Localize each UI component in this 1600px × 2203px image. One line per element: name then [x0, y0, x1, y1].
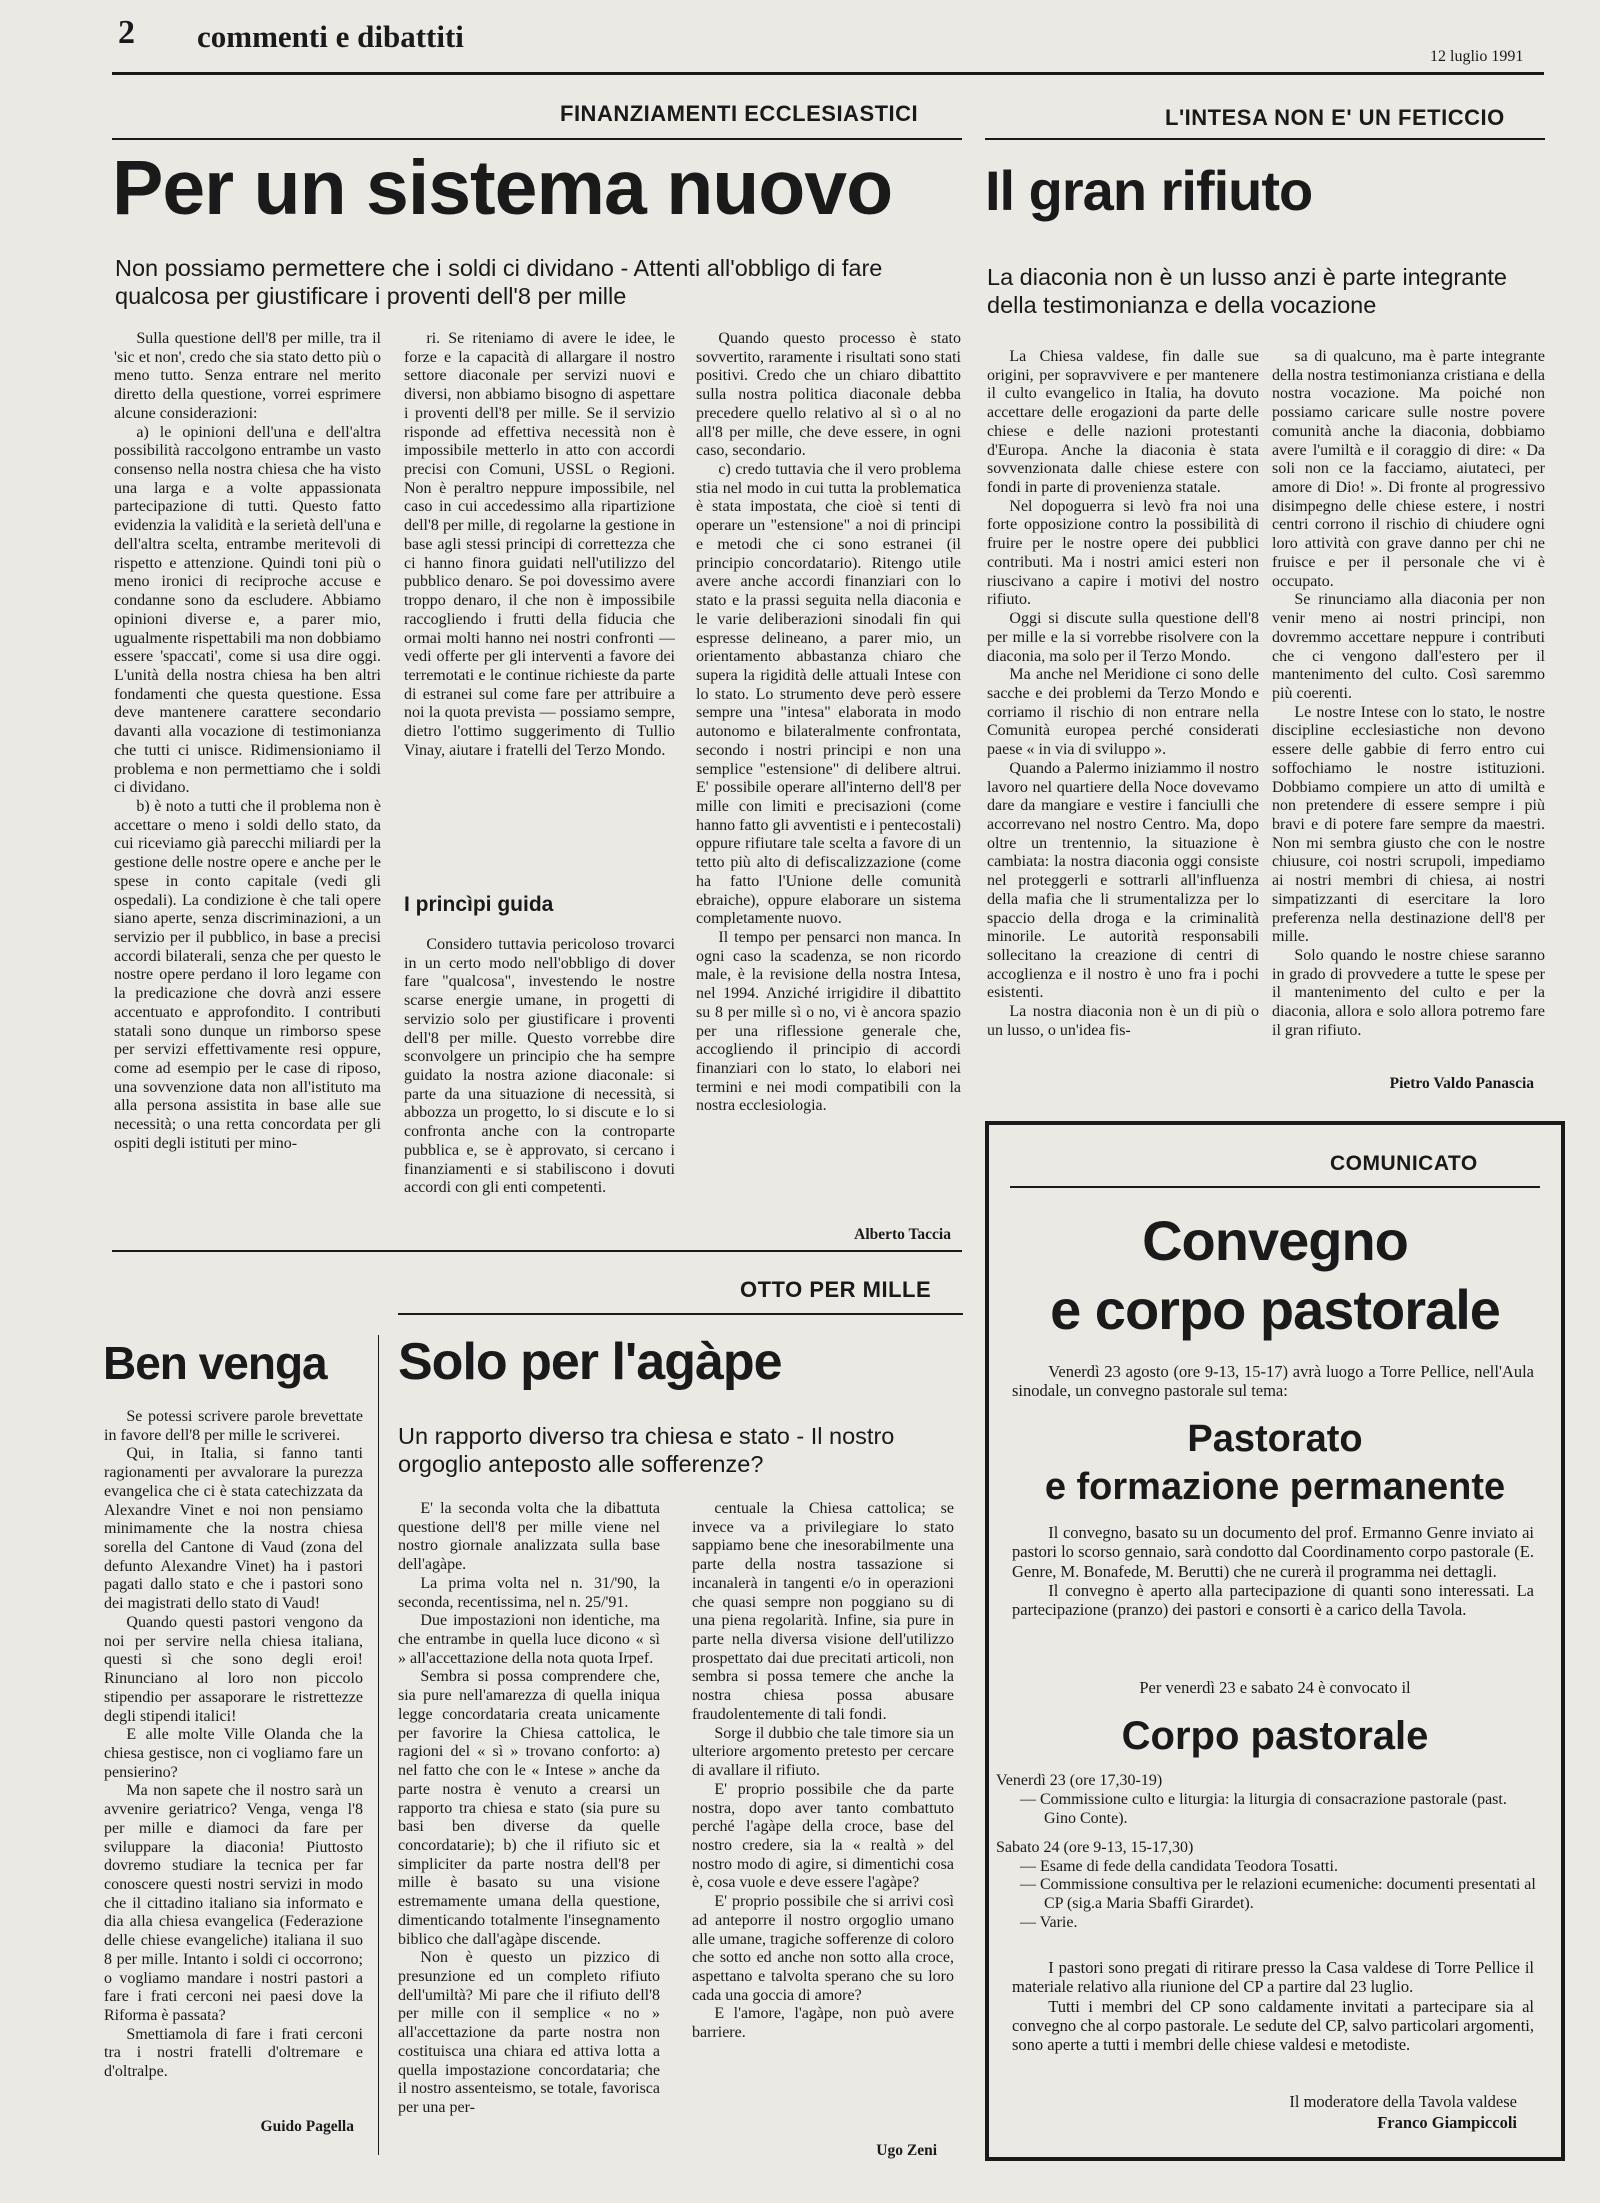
byline: Ugo Zeni: [876, 2142, 937, 2159]
kicker-rule: [398, 1313, 963, 1315]
paragraph: Sorge il dubbio che tale timore sia un ulteriore argomento pretesto per cercare di avallare il rifiuto.: [692, 1724, 954, 1780]
announcement-intro: [1012, 1362, 1534, 1401]
paragraph: Se rinunciamo alla diaconia per non venir meno ai nostri principi, non dovremmo accettare neppure i contributi che ci vengono dall'estero per il mantenimento del culto. Così saremmo più coerenti.: [1272, 591, 1545, 702]
article-deck: Un rapporto diverso tra chiesa e stato - Il nostro orgoglio anteposto alle sofferenze?: [398, 1423, 895, 1477]
paragraph: Se potessi scrivere parole brevettate in favore dell'8 per mille le scriverei.: [104, 1408, 363, 1444]
announcement-theme: Pastorato: [1187, 1418, 1363, 1460]
article-column: [696, 330, 961, 1210]
schedule-item: — Commissione consultiva per le relazioni ecumeniche: documenti presentati al CP (sig.a Maria Sbaffi Girardet).: [1020, 1876, 1536, 1913]
paragraph: Qui, in Italia, si fanno tanti ragionamenti per avvalorare la purezza evangelica che ci è stata catechizzata da Alexandre Vinet e noi non pensiamo minimamente che la nostra chiesa sorella del Cantone di Vaud (zona del defunto Alexandre Vinet) ha i pastori pagati dallo stato e che i pastori sono dei magistrati dello stato di Vaud!: [104, 1445, 363, 1613]
paragraph: Oggi si discute sulla questione dell'8 per mille e la si vorrebbe risolvere con la diaconia, ma solo per il Terzo Mondo.: [987, 610, 1259, 665]
page-number: 2: [118, 14, 135, 51]
article-kicker: L'INTESA NON E' UN FETICCIO: [1165, 105, 1505, 130]
announcement-body: [1012, 1523, 1534, 1619]
paragraph: Ma anche nel Meridione ci sono delle sacche e dei problemi da Terzo Mondo e corriamo il rischio di non entrare nella Comunità europea perché considerati paese « in via di sviluppo ».: [987, 666, 1259, 759]
byline: Guido Pagella: [260, 2118, 354, 2135]
schedule: [996, 1772, 1536, 1933]
byline: Alberto Taccia: [854, 1226, 951, 1243]
announcement-title: Convegno: [1142, 1209, 1408, 1272]
article-column: [692, 1500, 954, 2130]
paragraph: Quando questi pastori vengono da noi per servire nella chiesa italiana, questi sì che sono degli eroi! Rinunciano al loro non piccolo stipendio per assaporare le ristrettezze degli stipendi italici!: [104, 1613, 363, 1725]
paragraph: Il convegno, basato su un documento del prof. Ermanno Genre inviato ai pastori lo scorso gennaio, sarà condotto dal Coordinamento corpo pastorale (E. Genre, M. Bonafede, M. Berutti) che ne curerà il programma nei dettagli.: [1012, 1523, 1534, 1581]
paragraph: E alle molte Ville Olanda che la chiesa gestisce, non ci vogliamo fare un pensierino?: [104, 1726, 363, 1781]
article-column: [987, 348, 1259, 1083]
column-divider: [378, 1335, 379, 2155]
paragraph: c) credo tuttavia che il vero problema stia nel modo in cui tutta la problematica è stata impostata, che cioè si tenti di operare un "estensione" a noi di principi e metodi che ci sono estranei (il principio concordatario). Ritengo utile avere anche accordi finanziari con lo stato e la prassi seguita nella diaconia e le varie deliberazioni sinodali fin qui espresse delineano, a parer mio, un orientamento abbastanza chiaro che supera la rigidità delle attuali Intese con lo stato. Lo strumento deve però essere sempre una "intesa" elaborata in modo autonomo e bilateralmente confrontata, secondo i nostri principi e non una semplice "estensione" di delibere altrui. E' possibile operare all'interno dell'8 per mille con limiti e precisazioni (come hanno fatto gli avventisti e i pentecostali) oppure rifiutare tale scelta a favore di un tetto più alto di defiscalizzazione (come ha fatto l'Unione delle comunità ebraiche), oppure elaborare un sistema completamente nuovo.: [696, 461, 961, 928]
article-column: [104, 1408, 363, 2094]
paragraph: Le nostre Intese con lo stato, le nostre discipline ecclesiastiche non devono essere delle gabbie di ferro entro cui soffochiamo le nostre istituzioni. Dobbiamo compiere un atto di umiltà e non pretendere di essere sempre i più bravi e di potere fare sempre da maestri. Non mi sembra giusto che con le nostre chiusure, coi nostri scrupoli, impediamo ai nostri membri di chiesa, ai nostri simpatizzanti di esercitare la loro preferenza nella destinazione dell'8 per mille.: [1272, 703, 1545, 946]
schedule-item: — Varie.: [1020, 1914, 1078, 1932]
paragraph: Venerdì 23 agosto (ore 9-13, 15-17) avrà luogo a Torre Pellice, nell'Aula sinodale, un convegno pastorale sul tema:: [1012, 1362, 1534, 1401]
paragraph: Considero tuttavia pericoloso trovarci in un certo modo nell'obbligo di dover fare "qualcosa", investendo le nostre scarse energie umane, in progetti di servizio solo per giustificare i proventi dell'8 per mille. Questo vorrebbe dire sconvolgere un principio che ha sempre guidato la nostra azione diaconale: si parte da una situazione di necessità, si abbozza un progetto, lo si discute e lo si confronta anche con la controparte pubblica e, se è approvato, si cercano i finanziamenti e si stabiliscono i dovuti accordi con gli enti competenti.: [404, 936, 675, 1197]
announcement-rule: [1010, 1186, 1540, 1188]
section-title: commenti e dibattiti: [197, 19, 464, 54]
signature-name: Franco Giampiccoli: [1377, 2113, 1517, 2132]
subheading: I princìpi guida: [404, 893, 554, 916]
kicker-rule: [112, 138, 962, 140]
article-deck: La diaconia non è un lusso anzi è parte integrante della testimonianza e della vocazione: [987, 264, 1507, 318]
paragraph: sa di qualcuno, ma è parte integrante della nostra testimonianza cristiana e della nostra vocazione. Ma poiché non possiamo caricare sulle nostre povere comunità anche la diaconia, dobbiamo avere l'umiltà e il coraggio di dire: « Da soli non ce la facciamo, aiutateci, per amore di Dio! ». Di fronte al progressivo disimpegno delle chiese estere, i nostri centri corrono il rischio di chiudere ogni loro attività con grave danno per chi ne fruisce e per il personale che vi è occupato.: [1272, 348, 1545, 590]
paragraph: Tutti i membri del CP sono caldamente invitati a partecipare sia al convegno che al corpo pastorale. Le sedute del CP, salvo particolari argomenti, sono aperte a tutti i membri delle chiese valdesi e metodiste.: [1012, 1996, 1534, 2055]
paragraph: Due impostazioni non identiche, ma che entrambe in quella luce dicono « sì » all'accettazione della nota quota Irpef.: [398, 1612, 660, 1667]
schedule-day: Sabato 24 (ore 9-13, 15-17,30): [996, 1838, 1194, 1856]
schedule-item: — Esame di fede della candidata Teodora Tosatti.: [1020, 1857, 1338, 1875]
paragraph: b) è noto a tutti che il problema non è accettare o meno i soldi dello stato, da cui riceviamo già parecchi miliardi per la gestione delle nostre opere e anche per le spese in conto capitale (vedi gli ospedali). La condizione è che tali opere siano aperte, senza discriminazioni, a un servizio per il pubblico, in base a precisi accordi bilaterali, senza che per questo le nostre opere perdano il loro legame con la predicazione che dovrà anzi essere accentuato e approfondito. I contributi statali sono dunque un rimborso spese per servizi effettivamente resi oppure, come ad esempio per le case di riposo, una sovvenzione data non all'istituto ma alla persona assistita in base alle sue necessità; o una retta concordata per gli ospiti degli istituti per mino-: [114, 797, 381, 1152]
paragraph: E' proprio possibile che da parte nostra, dopo aver tanto combattuto perché l'agàpe della croce, base del nostro credere, sia la « realtà » del nostro modo di agire, si dimentichi cosa è, cosa vuole e deve essere l'agàpe?: [692, 1780, 954, 1892]
paragraph: a) le opinioni dell'una e dell'altra possibilità raccolgono entrambe un vasto consenso nella nostra chiesa che ha visto una larga e a volte appassionata partecipazione di tutti. Questo fatto evidenzia la validità e la serietà dell'una e dell'altra scelta, entrambe meritevoli di rispetto e attenzione. Quindi toni più o meno ironici di reciproche accuse e condanne sono da escludere. Abbiamo opinioni diverse e, a parer mio, ugualmente rispettabili ma non dobbiamo essere 'spaccati', come si usa dire oggi. L'unità della nostra chiesa ha ben altri fondamenti che questa questione. Essa deve mantenere carattere secondario davanti alla vocazione di testimonianza che tutti ci unisce. Ridimensioniamo il problema e non permettiamo che i soldi ci dividano.: [114, 423, 381, 797]
paragraph: La Chiesa valdese, fin dalle sue origini, per sopravvivere e per mantenere il culto evangelico in Italia, ha dovuto accettare delle erogazioni da parte delle chiese e delle nazioni protestanti d'Europa. Anche la diaconia è stata sovvenzionata dalle chiese estere con fondi in parte di provenienza statale.: [987, 348, 1259, 497]
article-column: [1272, 348, 1545, 1073]
paragraph: Sembra si possa comprendere che, sia pure nell'amarezza di quella iniqua legge concordataria creata unicamente per favorire la Chiesa cattolica, le ragioni del « sì » trovano conforto: a) nel fatto che con le « Intese » anche da parte nostra è venuto a crearsi un rapporto tra chiesa e stato (sia pure su basi ben diverse da quelle concordatarie); b) che il rifiuto sic et simpliciter da parte nostra dell'8 per mille è basato su una visione estremamente umana della questione, dimenticando totalmente l'insegnamento biblico che dall'agàpe discende.: [398, 1668, 660, 1948]
schedule-day: Venerdì 23 (ore 17,30-19): [996, 1772, 1163, 1789]
article-title: Solo per l'agàpe: [398, 1333, 782, 1391]
paragraph: La nostra diaconia non è un di più o un lusso, o un'idea fis-: [987, 1003, 1259, 1039]
separator-rule: [112, 1250, 962, 1252]
schedule-item: — Commissione culto e liturgia: la liturgia di consacrazione pastorale (past. Gino Conte).: [1020, 1790, 1507, 1827]
paragraph: Sulla questione dell'8 per mille, tra il 'sic et non', credo che sia stato detto più o meno tutto. Senza entrare nel merito diretto della questione, vorrei esprimere alcune considerazioni:: [114, 330, 381, 422]
paragraph: E l'amore, l'agàpe, non può avere barriere.: [692, 2005, 954, 2042]
paragraph: E' la seconda volta che la dibattuta questione dell'8 per mille viene nel nostro giornale analizzata sulla base dell'agàpe.: [398, 1500, 660, 1574]
paragraph: ri. Se riteniamo di avere le idee, le forze e la capacità di allargare il nostro settore diaconale per servizi nuovi e diversi, non abbiamo bisogno di aspettare i proventi dell'8 per mille. Se il servizio risponde ad effettiva necessità non è impossibile metterlo in atto con accordi precisi con Comuni, USSL o Regioni. Non è peraltro neppure impossibile, nel caso in cui accedessimo alla ripartizione dell'8 per mille, di regolarne la gestione in base agli stessi principi di correttezza che ci hanno finora guidati nell'utilizzo del pubblico denaro. Se poi dovessimo avere troppo denaro, il che non è impossibile raccogliendo i frutti della fiducia che ormai molti hanno nei nostri confronti — vedi offerte per gli interventi a favore dei terremotati e le continue richieste da parte di estranei sul come fare per attribuire a noi la quota prevista — possiamo sempre, dietro l'ottimo suggerimento di Tullio Vinay, aiutare i fratelli del Terzo Mondo.: [404, 330, 675, 759]
article-deck: Non possiamo permettere che i soldi ci dividano - Attenti all'obbligo di fare qualcosa per giustificare i proventi dell'8 per mille: [115, 255, 883, 309]
paragraph: Smettiamola di fare i frati cerconi tra i nostri fratelli d'oltremare e d'oltralpe.: [104, 2025, 363, 2081]
article-title: Per un sistema nuovo: [112, 145, 893, 231]
announcement-label: COMUNICATO: [1330, 1152, 1478, 1175]
byline: Pietro Valdo Panascia: [1389, 1075, 1534, 1092]
signature-role: Il moderatore della Tavola valdese: [1289, 2092, 1517, 2111]
article-column: [404, 330, 675, 870]
article-kicker: OTTO PER MILLE: [740, 1277, 932, 1302]
paragraph: Nel dopoguerra si levò fra noi una forte opposizione contro la possibilità di fruire per le nostre opere dei pubblici contributi. Ma i nostri amici esteri non riuscivano a capire i motivi del nostro rifiuto.: [987, 497, 1259, 609]
paragraph: Quando a Palermo iniziammo il nostro lavoro nel quartiere della Noce dovevamo dare da mangiare e vestire i fanciulli che accorrevano nel nostro Centro. Ma, dopo oltre un trentennio, la situazione è cambiata: la nostra diaconia oggi consiste nel proteggerli e sottrarli all'influenza della mafia che li strumentalizza per lo spaccio della droga e la criminalità minorile. Le autorità responsabili sollecitano la creazione di centri di accoglienza e il nostro è uno fra i pochi esistenti.: [987, 759, 1259, 1002]
convocation-line: Per venerdì 23 e sabato 24 è convocato il: [1139, 1678, 1411, 1697]
article-title: Il gran rifiuto: [985, 159, 1313, 222]
paragraph: La prima volta nel n. 31/'90, la seconda, recentissima, nel n. 25/'91.: [398, 1574, 660, 1611]
paragraph: Quando questo processo è stato sovvertito, raramente i risultati sono stati positivi. Credo che un chiaro dibattito sulla nostra politica diaconale debba precedere quello relativo al sì o al no all'8 per mille, che deve essere, in ogni caso, secondario.: [696, 330, 961, 460]
corpo-title: Corpo pastorale: [1121, 1714, 1429, 1758]
announcement-title: e corpo pastorale: [1050, 1278, 1500, 1341]
masthead-rule: [112, 72, 1544, 75]
paragraph: Ma non sapete che il nostro sarà un avvenire geriatrico? Venga, venga l'8 per mille e diamoci da fare per sviluppare la diaconia! Piuttosto dovremo studiare la tecnica per far conoscere questi nostri servizi in modo che il cittadino italiano sia informato e dia alla chiesa evangelica (Federazione delle chiese evangeliche) italiana il suo 8 per mille. Intanto i soldi ci occorrono; o vogliamo mandare i nostri pastori a fare i frati cerconi nei paesi dove la Riforma è passata?: [104, 1782, 363, 2024]
article-column: [398, 1500, 660, 2162]
announcement-theme: e formazione permanente: [1044, 1466, 1506, 1508]
article-title: Ben venga: [103, 1337, 327, 1389]
paragraph: Non è questo un pizzico di presunzione ed un completo rifiuto dell'umiltà? Mi pare che il rifiuto dell'8 per mille con il semplice « no » all'accettazione da parte nostra non costituisca una chiara ed attiva lotta a quella impostazione concordataria; che il nostro assenteismo, se totale, favorisca per una per-: [398, 1949, 660, 2116]
issue-date: 12 luglio 1991: [1430, 48, 1524, 65]
paragraph: Il tempo per pensarci non manca. In ogni caso la scadenza, se non ricordo male, è la revisione della nostra Intesa, nel 1994. Anziché irrigidire il dibattito su 8 per mille sì o no, vi è ancora spazio per una riflessione generale che, accogliendo il principio di accordi finanziari con lo stato, lo elabori nei termini e nei modi compatibili con la nostra ecclesiologia.: [696, 929, 961, 1115]
paragraph: centuale la Chiesa cattolica; se invece va a privilegiare lo stato sappiamo bene che inesorabilmente una parte della nostra tassazione si incanalerà in tangenti e/o in operazioni che quasi sempre non poggiano su di una piena regolarità. Infine, sia pure in parte nella diversa visione dell'utilizzo prospettato dai due precitati articoli, non sembra si possa temere che anche la nostra chiesa possa abusare fraudolentemente di tali fondi.: [692, 1500, 954, 1723]
kicker-rule: [985, 138, 1545, 140]
paragraph: E' proprio possibile che si arrivi così ad anteporre il nostro orgoglio umano alle umane, tragiche sofferenze di coloro che sotto ed anche non sotto alla croce, aspettano e talvolta sperano che su loro cada una goccia di amore?: [692, 1893, 954, 2004]
article-kicker: FINANZIAMENTI ECCLESIASTICI: [560, 101, 919, 126]
article-column: [404, 936, 675, 1242]
announcement-closing: [1012, 1958, 1534, 2054]
paragraph: Solo quando le nostre chiese saranno in grado di provvedere a tutte le spese per il mantenimento del culto e per la diaconia, allora e solo allora potremo fare il gran rifiuto.: [1272, 947, 1545, 1039]
paragraph: I pastori sono pregati di ritirare presso la Casa valdese di Torre Pellice il materiale relativo alla riunione del CP a partire dal 23 luglio.: [1012, 1958, 1534, 1997]
article-column: [114, 330, 381, 1244]
paragraph: Il convegno è aperto alla partecipazione di quanti sono interessati. La partecipazione (pranzo) dei pastori e consorti è a carico della Tavola.: [1012, 1580, 1534, 1620]
